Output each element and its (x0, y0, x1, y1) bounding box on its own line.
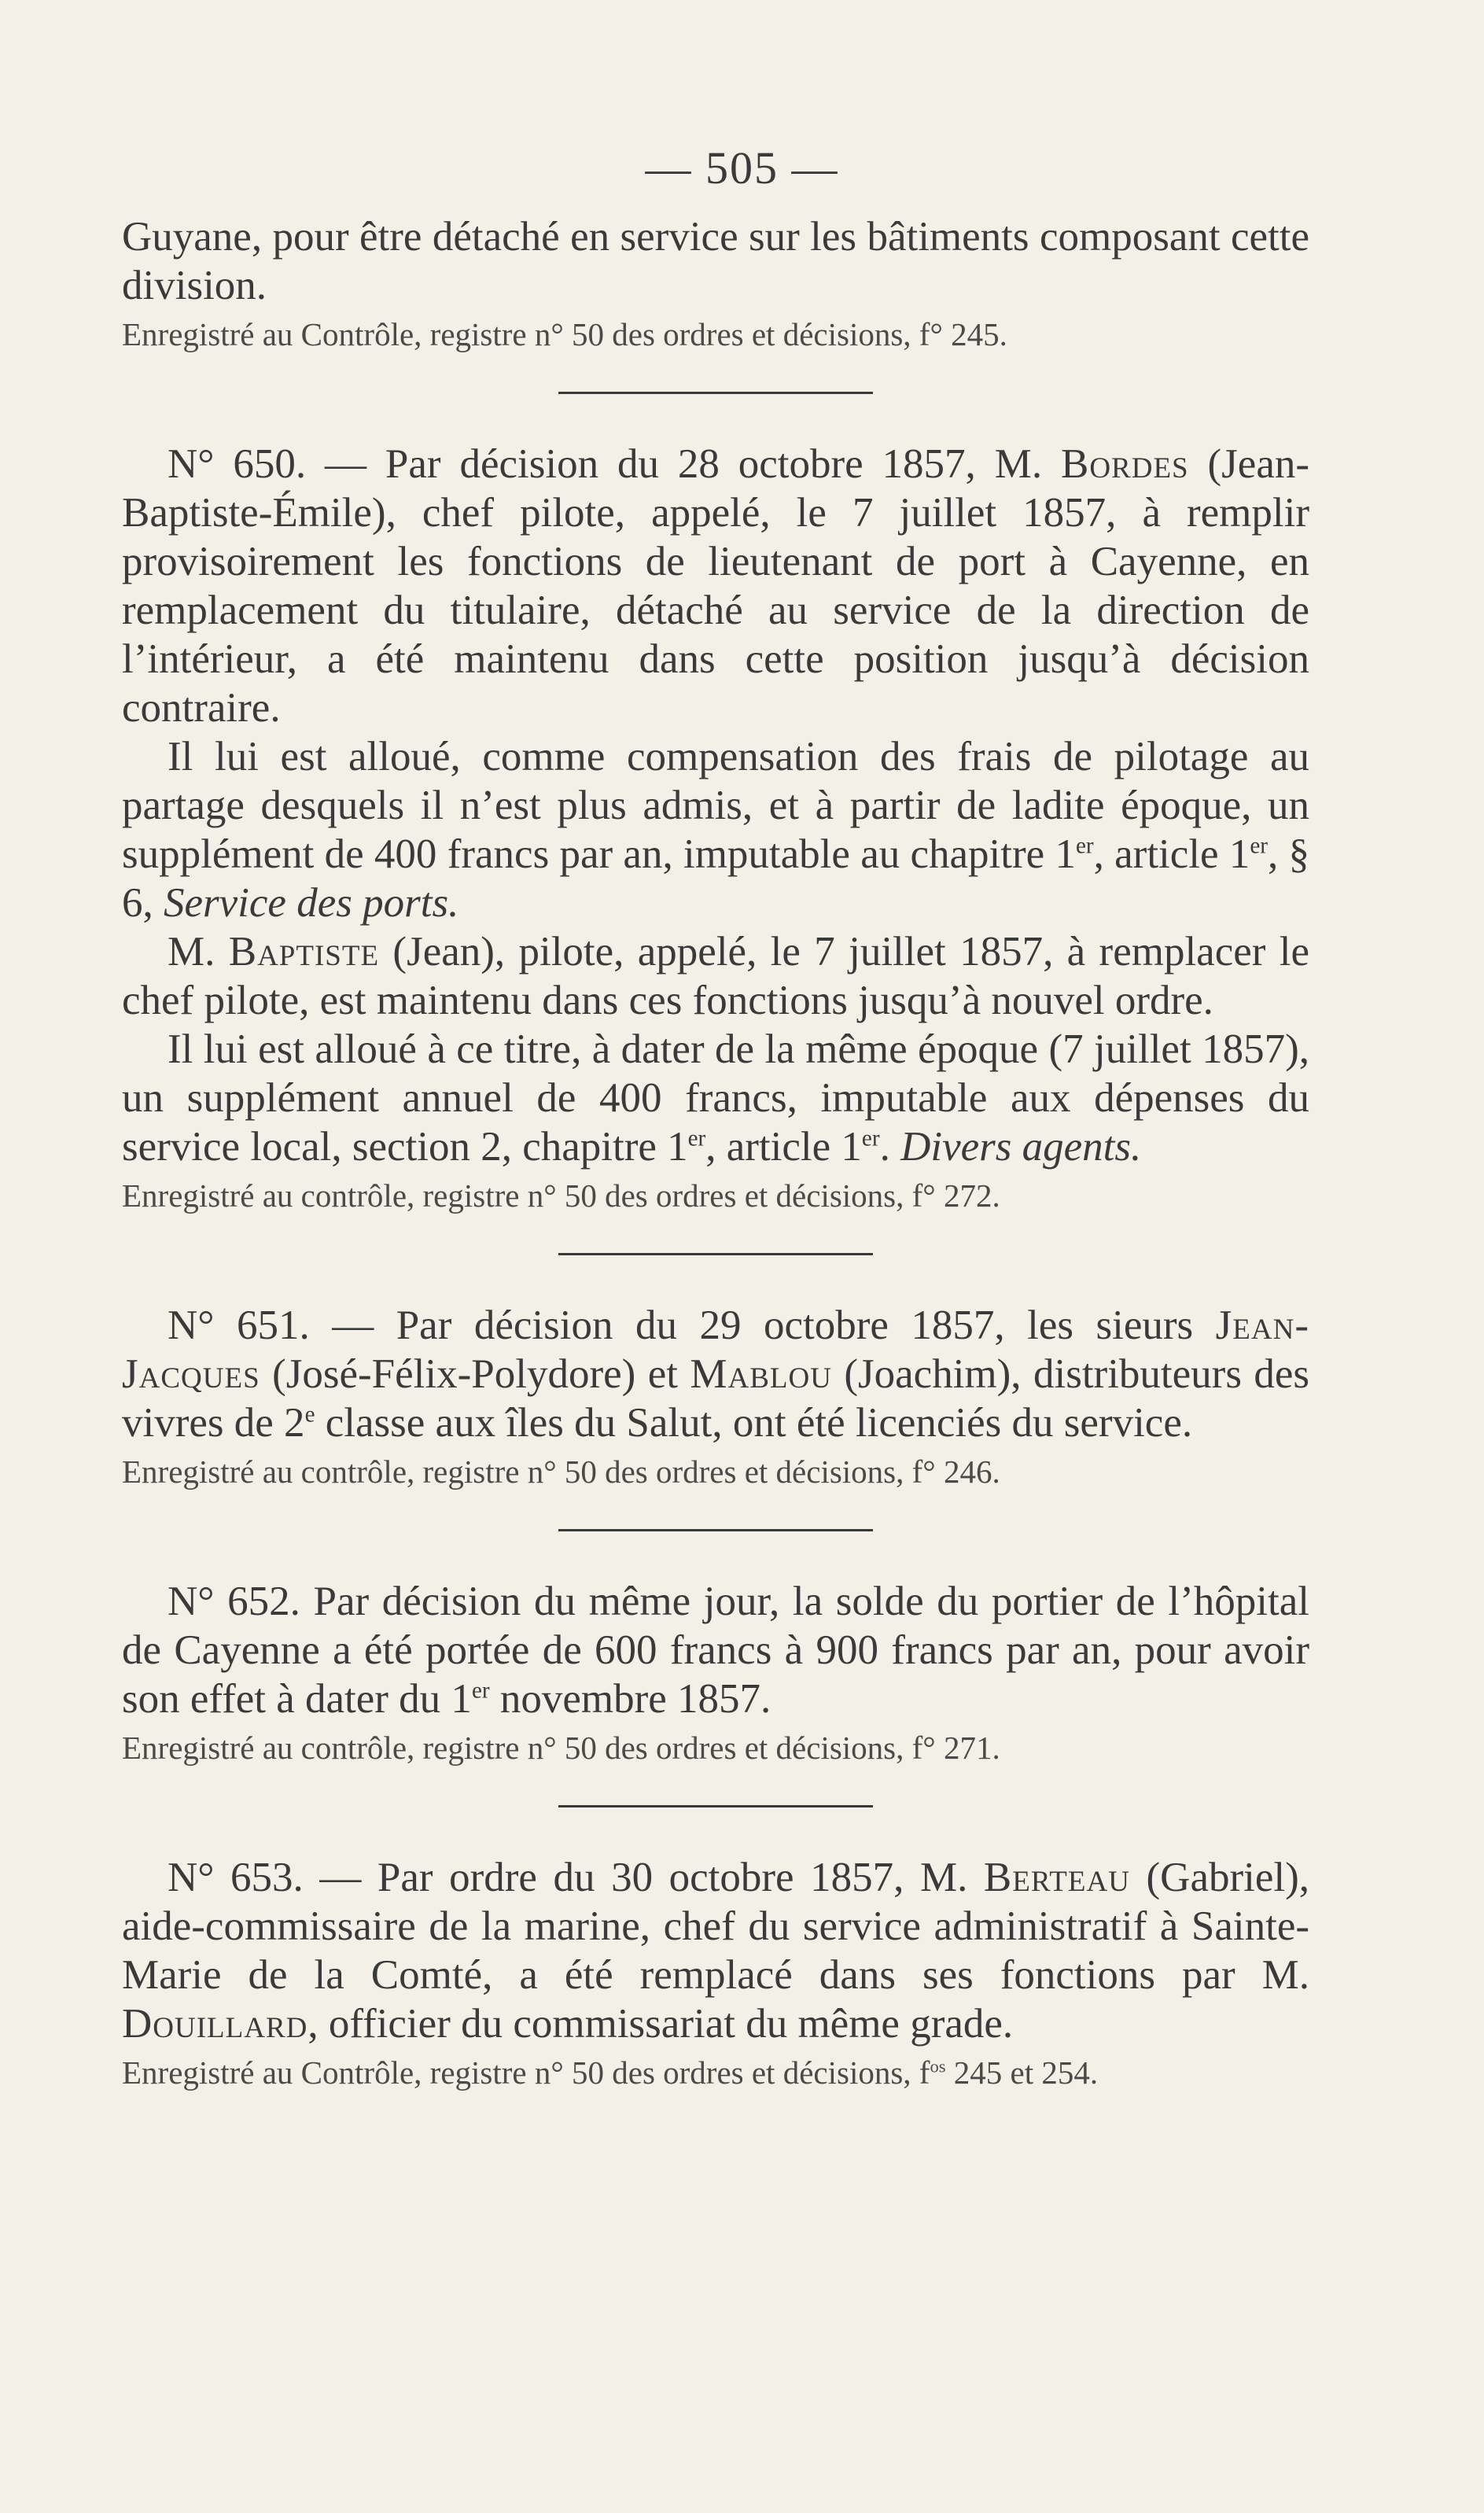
person-name: Berteau (983, 1855, 1130, 1900)
text-run: classe aux îles du Salut, ont été licenciés du service. (315, 1400, 1193, 1446)
person-name: Jean-Jacques (122, 1303, 1309, 1397)
text-run: , article 1 (705, 1124, 862, 1170)
section-divider (558, 1253, 873, 1255)
text-run: (José-Félix-Polydore) et (260, 1351, 690, 1397)
text-run: 245 et 254. (945, 2054, 1099, 2091)
section-divider (558, 1805, 873, 1807)
text-run: Par décision du même jour, la solde du portier de l’hôpital de Cayenne a été portée de 600 francs à 900 francs par an, pour avoir son effet à dater du 1 (122, 1579, 1309, 1722)
superscript: er (687, 1126, 706, 1151)
decision-653-paragraph (122, 1853, 1309, 2048)
text-run: , § 6, (122, 831, 1309, 926)
italic-text: Service des ports. (164, 880, 459, 926)
text-run: M. (168, 929, 229, 975)
section-divider (558, 1529, 873, 1531)
text-run: novembre 1857. (489, 1676, 771, 1722)
superscript: er (1250, 833, 1268, 859)
decision-number: N° 653. (168, 1855, 304, 1900)
italic-text: Divers agents. (900, 1124, 1142, 1170)
text-run: (Joachim), distributeurs des vivres de 2 (122, 1351, 1310, 1446)
decision-650-registration: Enregistré au contrôle, registre n° 50 des ordres et décisions, f° 272. (122, 1177, 1000, 1214)
superscript: e (304, 1402, 315, 1428)
decision-652-paragraph (122, 1577, 1309, 1723)
person-name: Baptiste (228, 929, 380, 975)
text-run: Il lui est alloué à ce titre, à dater de la même époque (7 juillet 1857), un supplément annuel de 400 francs, imputable aux dépenses du service local, section 2, chapitre 1 (122, 1026, 1309, 1170)
text-run: , article 1 (1093, 831, 1250, 877)
person-name: Bordes (1060, 441, 1189, 487)
text-run: (Gabriel), aide-commissaire de la marine, chef du service administratif à Sainte-Marie de la Comté, a été remplacé dans ses fonctions par M. (122, 1855, 1309, 1998)
text-run: Il lui est alloué, comme compensation des frais de pilotage au partage desquels il n’est plus admis, et à partir de ladite époque, un supplément de 400 francs par an, imputable au chapitre 1 (122, 734, 1309, 877)
person-name: Mablou (690, 1351, 832, 1397)
text-run: — Par décision du 29 octobre 1857, les sieurs (309, 1303, 1216, 1348)
decision-650-paragraph-3 (122, 927, 1309, 1025)
decision-650-paragraph-1 (122, 440, 1309, 732)
superscript: er (1075, 833, 1094, 859)
superscript: os (930, 2056, 946, 2076)
text-run: (Jean), pilote, appelé, le 7 juillet 1857, à remplacer le chef pilote, est maintenu dans ces fonctions jusqu’à nouvel ordre. (122, 929, 1309, 1023)
decision-650-paragraph-4 (122, 1025, 1309, 1171)
superscript: er (471, 1678, 490, 1704)
text-run: Enregistré au Contrôle, registre n° 50 des ordres et décisions, f (122, 2054, 930, 2091)
text-run: . (879, 1124, 901, 1170)
text-run: — Par ordre du 30 octobre 1857, M. (303, 1855, 984, 1900)
decision-number: N° 652. (168, 1579, 300, 1624)
decision-number: N° 650. (168, 441, 307, 487)
superscript: er (861, 1126, 880, 1151)
decision-652-registration: Enregistré au contrôle, registre n° 50 des ordres et décisions, f° 271. (122, 1730, 1000, 1766)
page-number: — 505 — (645, 142, 839, 193)
section-divider (558, 392, 873, 394)
text-run: , officier du commissariat du même grade. (307, 2001, 1014, 2047)
decision-number: N° 651. (168, 1303, 310, 1348)
decision-651-registration: Enregistré au contrôle, registre n° 50 des ordres et décisions, f° 246. (122, 1454, 1000, 1490)
intro-paragraph: Guyane, pour être détaché en service sur les bâtiments composant cette division. (122, 214, 1309, 308)
text-run: (Jean-Baptiste-Émile), chef pilote, appelé, le 7 juillet 1857, à remplir provisoirement les fonctions de lieutenant de port à Cayenne, en remplacement du titulaire, détaché au service de la direction de l’intérieur, a été maintenu dans cette position jusqu’à décision contraire. (122, 441, 1309, 731)
page-content (122, 212, 1309, 2094)
intro-registration: Enregistré au Contrôle, registre n° 50 des ordres et décisions, f° 245. (122, 316, 1007, 352)
decision-651-paragraph (122, 1301, 1309, 1447)
text-run: — Par décision du 28 octobre 1857, M. (306, 441, 1061, 487)
person-name: Douillard (122, 2001, 308, 2047)
decision-650-paragraph-2 (122, 732, 1309, 927)
decision-653-registration (122, 2051, 1309, 2094)
